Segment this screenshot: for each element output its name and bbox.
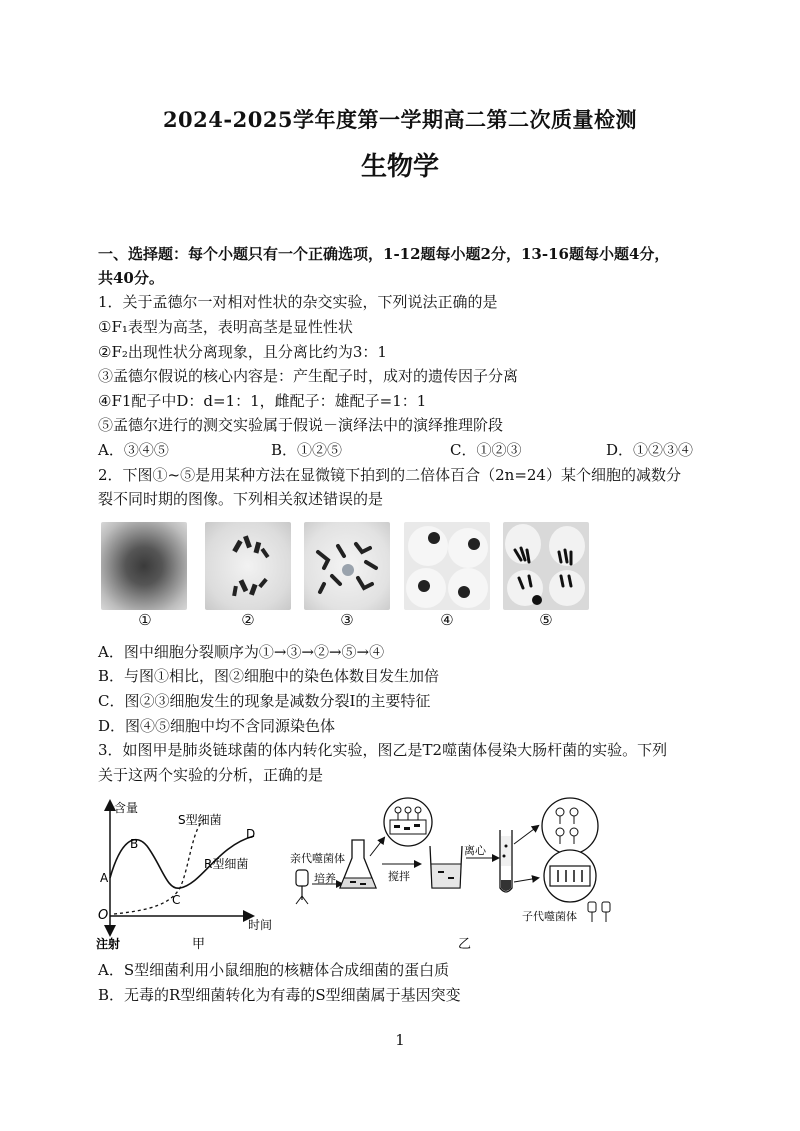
q2-option-b: B．与图①相比，图②细胞中的染色体数目发生加倍 <box>98 667 440 685</box>
q3-option-a: A．S型细菌利用小鼠细胞的核糖体合成细菌的蛋白质 <box>98 961 450 979</box>
q1-statement-1: ①F₁表型为高茎，表明高茎是显性性状 <box>98 318 353 336</box>
micrograph-label-4: ④ <box>440 611 454 629</box>
q1-statement-4: ④F1配子中D：d=1：1，雌配子：雄配子=1：1 <box>98 392 427 410</box>
figure-jia <box>92 796 292 956</box>
jia-point-b: B <box>130 837 139 851</box>
jia-y-label: 含量 <box>114 801 139 815</box>
micrograph-1 <box>101 522 187 610</box>
q3-option-b: B．无毒的R型细菌转化为有毒的S型细菌属于基因突变 <box>98 986 461 1004</box>
yi-test-tube-icon <box>500 830 512 892</box>
yi-caption: 乙 <box>458 937 472 952</box>
yi-offspring-phage-icon <box>588 902 610 922</box>
jia-x-label: 时间 <box>248 918 273 932</box>
q1-option-a: A．③④⑤ <box>98 441 169 459</box>
micrograph-2 <box>205 522 291 610</box>
micrograph-4 <box>404 522 490 610</box>
q2-option-c: C．图②③细胞发生的现象是减数分裂Ⅰ的主要特征 <box>98 692 431 710</box>
q3-stem-line1: 3．如图甲是肺炎链球菌的体内转化实验，图乙是T2噬菌体侵染大肠杆菌的实验。下列 <box>98 741 668 759</box>
yi-stir-label: 搅拌 <box>388 870 410 883</box>
micrograph-5-chromosomes <box>503 522 589 610</box>
micrograph-2-chromosomes <box>205 522 291 610</box>
yi-beaker-icon <box>430 846 462 888</box>
yi-parent-label: 亲代噬菌体 <box>290 852 345 865</box>
jia-s-label: S型细菌 <box>178 813 222 827</box>
section-heading-line1: 一、选择题：每个小题只有一个正确选项，1-12题每小题2分，13-16题每小题4分， <box>98 245 670 263</box>
jia-point-d: D <box>246 827 256 841</box>
micrograph-4-nuclei <box>404 522 490 610</box>
q1-option-c: C．①②③ <box>450 441 522 459</box>
figure-yi <box>290 796 620 956</box>
section-heading-line2: 共40分。 <box>98 269 164 287</box>
yi-offspring-label: 子代噬菌体 <box>522 910 577 923</box>
micrograph-5 <box>503 522 589 610</box>
yi-supernatant-circle <box>542 798 598 854</box>
micrograph-label-1: ① <box>138 611 152 629</box>
q2-option-a: A．图中细胞分裂顺序为①→③→②→⑤→④ <box>98 643 385 661</box>
q1-statement-3: ③孟德尔假说的核心内容是：产生配子时，成对的遗传因子分离 <box>98 367 519 385</box>
jia-inject-label: 注射 <box>96 937 121 951</box>
yi-culture-label: 培养 <box>314 872 336 885</box>
yi-centrifuge-label: 离心 <box>464 844 486 857</box>
q1-stem: 1．关于孟德尔一对相对性状的杂交实验，下列说法正确的是 <box>98 293 498 311</box>
yi-flask-icon <box>340 840 376 888</box>
q1-statement-5: ⑤孟德尔进行的测交实验属于假说－演绎法中的演绎推理阶段 <box>98 416 504 434</box>
yi-parent-phage-icon <box>296 870 308 904</box>
q3-stem-line2: 关于这两个实验的分析，正确的是 <box>98 766 324 784</box>
subject-title: 生物学 <box>360 152 439 182</box>
jia-point-c: C <box>172 893 181 907</box>
exam-title: 2024-2025学年度第一学期高二第二次质量检测 <box>162 107 638 132</box>
micrograph-label-2: ② <box>241 611 255 629</box>
q2-stem-line1: 2．下图①~⑤是用某种方法在显微镜下拍到的二倍体百合（2n=24）某个细胞的减数分 <box>98 466 681 484</box>
micrograph-3-chromosomes <box>304 522 390 610</box>
q2-option-d: D．图④⑤细胞中均不含同源染色体 <box>98 717 336 735</box>
micrograph-label-5: ⑤ <box>539 611 553 629</box>
q1-option-d: D．①②③④ <box>606 441 694 459</box>
jia-caption: 甲 <box>192 937 206 952</box>
q1-statement-2: ②F₂出现性状分离现象，且分离比约为3：1 <box>98 343 387 361</box>
jia-point-a: A <box>100 871 109 885</box>
micrograph-3 <box>304 522 390 610</box>
yi-sediment-circle <box>544 850 596 902</box>
jia-r-label: R型细菌 <box>204 857 249 871</box>
q1-option-b: B．①②⑤ <box>271 441 343 459</box>
jia-origin: O <box>98 908 109 923</box>
yi-magnified-bacteria <box>384 798 432 846</box>
page-number: 1 <box>395 1031 405 1049</box>
q2-stem-line2: 裂不同时期的图像。下列相关叙述错误的是 <box>98 490 384 508</box>
micrograph-label-3: ③ <box>340 611 354 629</box>
